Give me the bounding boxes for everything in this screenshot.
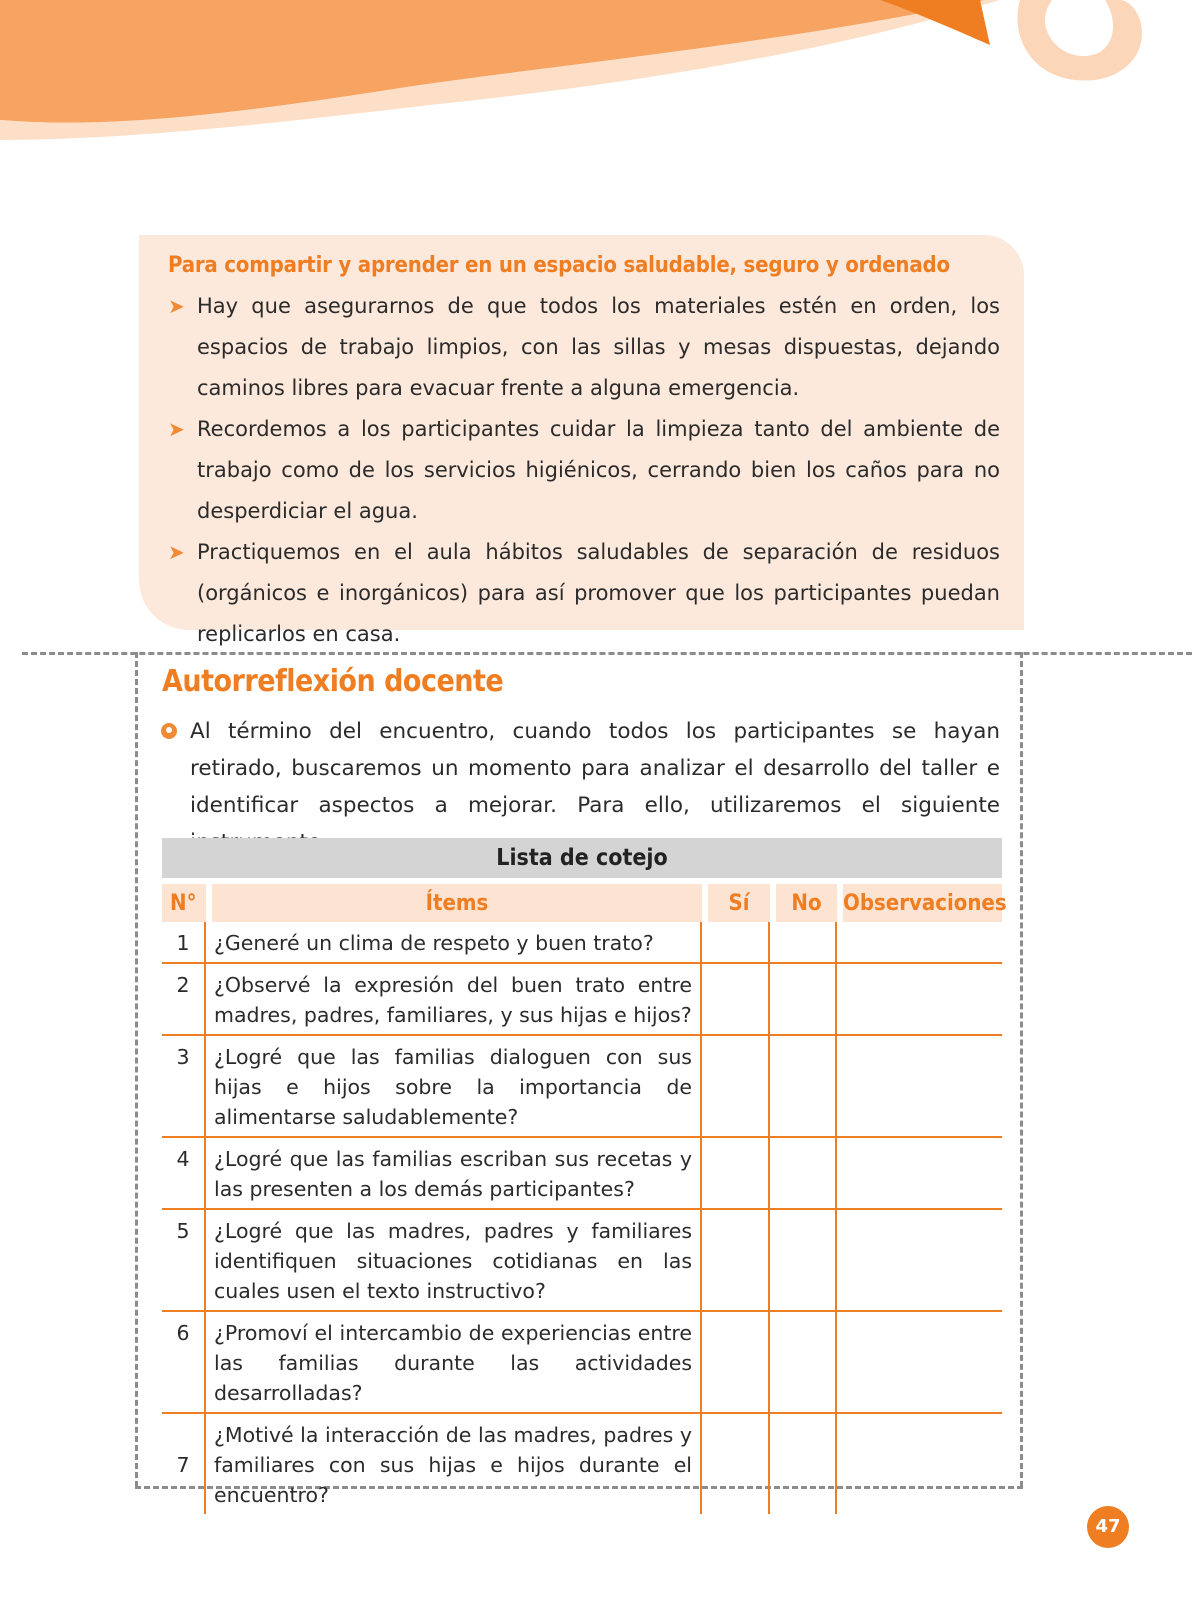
- observations-cell[interactable]: [837, 1036, 1002, 1138]
- tips-list-item-text: Recordemos a los participantes cuidar la limpieza tanto del ambiente de trabajo como de los servicios higiénicos, cerrando bien los caños para no desperdiciar el agua.: [197, 417, 1000, 523]
- yes-cell[interactable]: [702, 1210, 770, 1312]
- checklist: [162, 838, 1007, 1514]
- yes-cell[interactable]: [702, 1414, 770, 1514]
- yes-cell[interactable]: [702, 922, 770, 964]
- bullet-icon: [161, 723, 177, 739]
- no-cell[interactable]: [770, 1312, 837, 1414]
- row-number: 1: [162, 922, 206, 964]
- tips-list-item: [168, 286, 1000, 409]
- yes-cell[interactable]: [702, 1138, 770, 1210]
- row-number: 4: [162, 1138, 206, 1210]
- no-cell[interactable]: [770, 1138, 837, 1210]
- section-title: Autorreflexión docente: [162, 664, 504, 699]
- row-number: 2: [162, 964, 206, 1036]
- row-item: ¿Logré que las familias dialoguen con sus hijas e hijos sobre la importancia de alimentarse saludablemente?: [206, 1036, 702, 1138]
- tips-list-item-text: Hay que asegurarnos de que todos los materiales estén en orden, los espacios de trabajo limpios, con las sillas y mesas dispuestas, dejando caminos libres para evacuar frente a alguna emergencia.: [197, 294, 1000, 400]
- row-number: 3: [162, 1036, 206, 1138]
- yes-cell[interactable]: [702, 964, 770, 1036]
- header-observations: Observaciones: [837, 884, 1002, 922]
- table-header-row: [162, 884, 1002, 922]
- dashed-frame-right: [1020, 652, 1023, 1487]
- dashed-frame-left: [135, 652, 138, 1487]
- table-row: [162, 1036, 1002, 1138]
- observations-cell[interactable]: [837, 964, 1002, 1036]
- row-item: ¿Logré que las madres, padres y familiares identifiquen situaciones cotidianas en las cuales usen el texto instructivo?: [206, 1210, 702, 1312]
- section-intro: Al término del encuentro, cuando todos los participantes se hayan retirado, buscaremos un momento para analizar el desarrollo del taller e identificar aspectos a mejorar. Para ello, utilizaremos el siguiente: [190, 719, 1000, 818]
- row-item: ¿Motivé la interacción de las madres, padres y familiares con sus hijas e hijos durante el encuentro?: [206, 1414, 702, 1514]
- tips-list-item: [168, 409, 1000, 532]
- tips-box: [139, 235, 1024, 646]
- row-item: ¿Observé la expresión del buen trato entre madres, padres, familiares, y sus hijas e hijos?: [206, 964, 702, 1036]
- row-number: 7: [162, 1414, 206, 1514]
- row-number: 5: [162, 1210, 206, 1312]
- observations-cell[interactable]: [837, 1312, 1002, 1414]
- table-row: [162, 1312, 1002, 1414]
- row-item: ¿Logré que las familias escriban sus recetas y las presenten a los demás participantes?: [206, 1138, 702, 1210]
- no-cell[interactable]: [770, 1414, 837, 1514]
- table-row: [162, 1138, 1002, 1210]
- header-items: Ítems: [206, 884, 702, 922]
- row-number: 6: [162, 1312, 206, 1414]
- observations-cell[interactable]: [837, 1138, 1002, 1210]
- tips-list: [168, 286, 1000, 655]
- table-row: [162, 1414, 1002, 1514]
- header-yes: Sí: [702, 884, 770, 922]
- no-cell[interactable]: [770, 964, 837, 1036]
- no-cell[interactable]: [770, 922, 837, 964]
- tips-list-item-text: Practiquemos en el aula hábitos saludables de separación de residuos (orgánicos e inorgánicos) para así promover que los participantes puedan replicarlos en casa.: [197, 540, 1000, 646]
- chevron-right-icon: ➤: [168, 540, 185, 564]
- table-row: [162, 922, 1002, 964]
- yes-cell[interactable]: [702, 1036, 770, 1138]
- header-decoration: [0, 0, 1193, 160]
- observations-cell[interactable]: [837, 1414, 1002, 1514]
- table-row: [162, 1210, 1002, 1312]
- yes-cell[interactable]: [702, 1312, 770, 1414]
- observations-cell[interactable]: [837, 1210, 1002, 1312]
- tips-list-item: [168, 532, 1000, 655]
- header-number: N°: [162, 884, 206, 922]
- header-no: No: [770, 884, 837, 922]
- page-number-badge: 47: [1087, 1506, 1129, 1548]
- observations-cell[interactable]: [837, 922, 1002, 964]
- row-item: ¿Generé un clima de respeto y buen trato?: [206, 922, 702, 964]
- checklist-title: Lista de cotejo: [162, 838, 1002, 878]
- table-row: [162, 964, 1002, 1036]
- chevron-right-icon: ➤: [168, 294, 185, 318]
- no-cell[interactable]: [770, 1036, 837, 1138]
- row-item: ¿Promoví el intercambio de experiencias entre las familias durante las actividades desarrolladas?: [206, 1312, 702, 1414]
- checklist-table: [162, 884, 1007, 1514]
- dashed-divider-top: [22, 652, 1192, 655]
- chevron-right-icon: ➤: [168, 417, 185, 441]
- no-cell[interactable]: [770, 1210, 837, 1312]
- tips-box-title: Para compartir y aprender en un espacio saludable, seguro y ordenado: [168, 253, 950, 278]
